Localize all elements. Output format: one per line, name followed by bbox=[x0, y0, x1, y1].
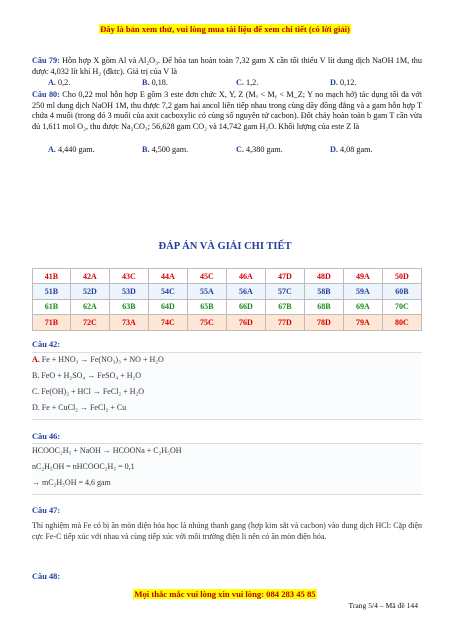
question-80 bbox=[32, 90, 422, 132]
solution-47-text: Thí nghiệm mà Fe có bị ăn mòn điện hóa học là nhúng thanh gang (hợp kim sắt và cacbon) vào dung dịch HCl: Cặp điện cực Fe-C tiếp xúc với nhau và cùng tiếp xúc với môi trường điện li nên có ăn mòn điện hóa. bbox=[32, 521, 422, 541]
solution-line: nC₂H₅OH = nHCOOC₂H₅ = 0,1 bbox=[32, 462, 135, 471]
answer-cell: 76D bbox=[226, 315, 265, 330]
answer-cell: 77D bbox=[265, 315, 304, 330]
answer-cell: 41B bbox=[33, 269, 71, 284]
preview-banner: Đây là bản xem thử, vui lòng mua tài liệu để xem chi tiết (có lời giải) bbox=[100, 24, 350, 34]
answer-cell: 75C bbox=[187, 315, 226, 330]
answer-row bbox=[33, 269, 422, 284]
answer-cell: 43C bbox=[109, 269, 148, 284]
answer-row bbox=[33, 315, 422, 330]
solution-46-label: Câu 46: bbox=[32, 432, 61, 441]
answer-cell: 70C bbox=[382, 299, 421, 314]
answer-cell: 68B bbox=[304, 299, 343, 314]
answer-cell: 54C bbox=[148, 284, 187, 299]
answer-cell: 73A bbox=[109, 315, 148, 330]
answer-cell: 61B bbox=[33, 299, 71, 314]
question-label: Câu 80: bbox=[32, 90, 60, 99]
option-c: C. 1,2. bbox=[236, 78, 259, 87]
answer-cell: 58B bbox=[304, 284, 343, 299]
answer-cell: 72C bbox=[70, 315, 109, 330]
answer-cell: 60B bbox=[382, 284, 421, 299]
solution-line: B. FeO + H₂SO₄ → FeSO₄ + H₂O bbox=[32, 371, 142, 380]
solution-line: A. Fe + HNO₃ → Fe(NO₃)₃ + NO + H₂O bbox=[32, 355, 164, 364]
option-b: B. 4,500 gam. bbox=[142, 145, 189, 154]
answer-key-table bbox=[32, 268, 422, 331]
solution-48-label: Câu 48: bbox=[32, 572, 61, 581]
answer-cell: 57C bbox=[265, 284, 304, 299]
answer-cell: 79A bbox=[343, 315, 382, 330]
contact-banner: Mọi thắc mắc vui lòng xin vui lòng: 084 283 45 85 bbox=[134, 589, 316, 599]
question-79 bbox=[32, 56, 422, 77]
option-a: A. 4,440 gam. bbox=[48, 145, 95, 154]
answer-cell: 44A bbox=[148, 269, 187, 284]
answer-cell: 48D bbox=[304, 269, 343, 284]
answer-cell: 80C bbox=[382, 315, 421, 330]
answer-cell: 52D bbox=[70, 284, 109, 299]
answer-row bbox=[33, 299, 422, 314]
answer-cell: 45C bbox=[187, 269, 226, 284]
option-d: D. 0,12. bbox=[330, 78, 357, 87]
answer-cell: 49A bbox=[343, 269, 382, 284]
answer-cell: 65B bbox=[187, 299, 226, 314]
question-label: Câu 79: bbox=[32, 56, 60, 65]
answer-cell: 59A bbox=[343, 284, 382, 299]
option-d: D. 4,08 gam. bbox=[330, 145, 373, 154]
question-text: Cho 0,22 mol hỗn hợp E gồm 3 este đơn chức X, Y, Z (Mₓ < Mᵧ < M_Z; Y no mạch hở) tác dụng tối đa với 250 ml dung dịch NaOH 1M, thu được 7,2 gam hai ancol liên tiếp nhau trong cùng dãy đồng đẳng và a gam hỗn hợp T chứa 4 muối (trong đó 3 muối của axit cacboxylic có cùng số nguyên tử cacbon). Đốt cháy hoàn toàn b gam T cần vừa đủ 1,611 mol O₂, thu được Na₂CO₃; 56,628 gam CO₂ và 14,742 gam H₂O. Khối lượng của este Z là bbox=[32, 90, 423, 131]
answer-cell: 51B bbox=[33, 284, 71, 299]
answer-cell: 78D bbox=[304, 315, 343, 330]
option-a: A. 0,2. bbox=[48, 78, 71, 87]
answer-cell: 42A bbox=[70, 269, 109, 284]
answer-cell: 62A bbox=[70, 299, 109, 314]
page-footer: Trang 5/4 – Mã đề 144 bbox=[348, 601, 418, 610]
answer-cell: 56A bbox=[226, 284, 265, 299]
solution-47-label: Câu 47: bbox=[32, 506, 61, 515]
answer-cell: 47D bbox=[265, 269, 304, 284]
solution-line: → mC₂H₅OH = 4,6 gam bbox=[32, 478, 111, 487]
solution-line: D. Fe + CuCl₂ → FeCl₂ + Cu bbox=[32, 403, 127, 412]
answer-cell: 64D bbox=[148, 299, 187, 314]
solution-line: HCOOC₂H₅ + NaOH → HCOONa + C₂H₅OH bbox=[32, 446, 182, 455]
answer-cell: 67B bbox=[265, 299, 304, 314]
answer-cell: 66D bbox=[226, 299, 265, 314]
answer-cell: 74C bbox=[148, 315, 187, 330]
answer-cell: 50D bbox=[382, 269, 421, 284]
answers-title: ĐÁP ÁN VÀ GIẢI CHI TIẾT bbox=[158, 241, 292, 252]
option-c: C. 4,380 gam. bbox=[236, 145, 283, 154]
question-text: Hỗn hợp X gồm Al và Al₂O₃. Để hòa tan hoàn toàn 7,32 gam X cần tối thiểu V lít dung dịch NaOH 1M, thu được 4,032 lít khí H₂ (đktc). Giá trị của V là bbox=[32, 56, 422, 76]
answer-cell: 46A bbox=[226, 269, 265, 284]
answer-cell: 55A bbox=[187, 284, 226, 299]
answer-row bbox=[33, 284, 422, 299]
answer-cell: 71B bbox=[33, 315, 71, 330]
answer-cell: 53D bbox=[109, 284, 148, 299]
answer-cell: 69A bbox=[343, 299, 382, 314]
answer-cell: 63B bbox=[109, 299, 148, 314]
solution-42-label: Câu 42: bbox=[32, 340, 61, 349]
option-b: B. 0,18. bbox=[142, 78, 168, 87]
solution-line: C. Fe(OH)₂ + HCl → FeCl₂ + H₂O bbox=[32, 387, 145, 396]
